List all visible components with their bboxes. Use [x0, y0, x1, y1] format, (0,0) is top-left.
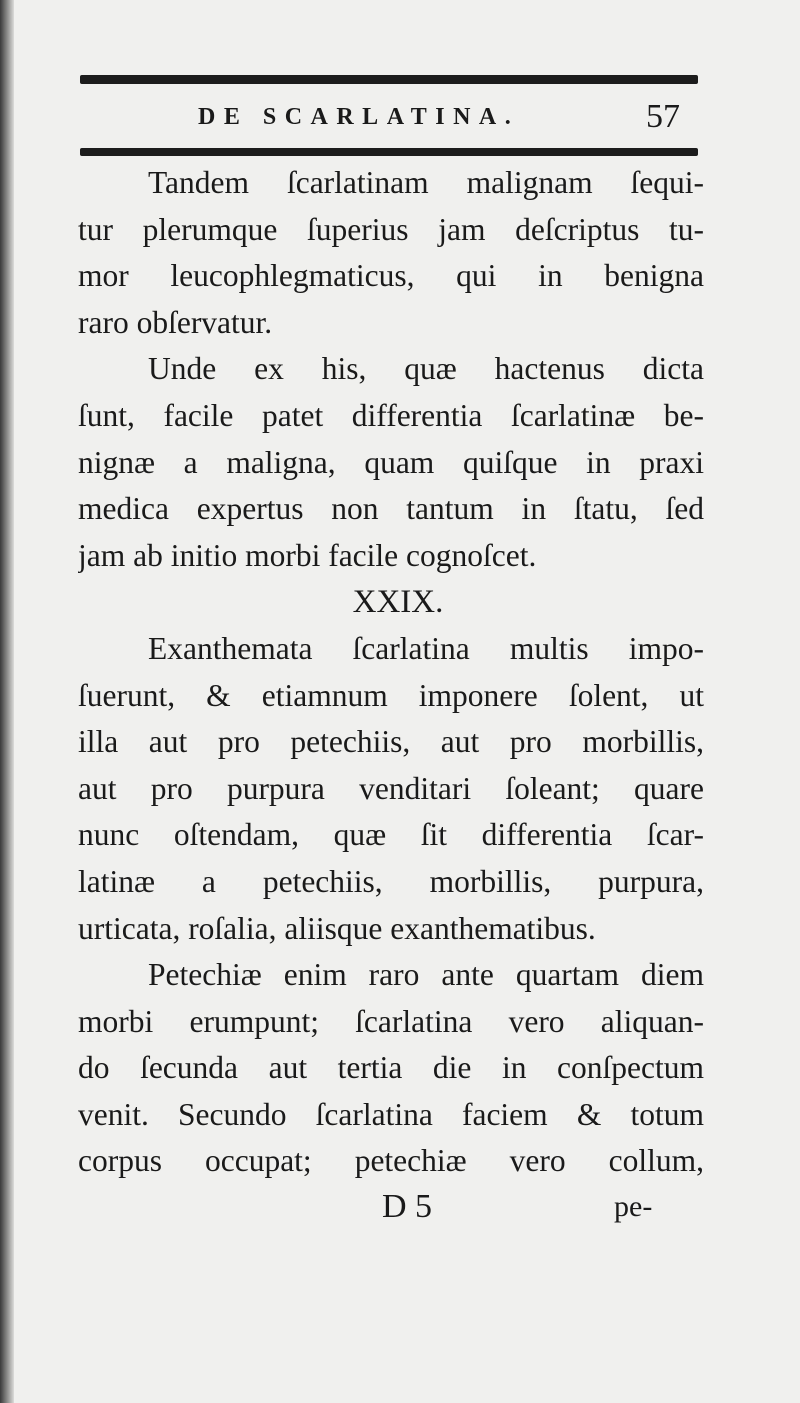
text-line: Exanthemata ſcarlatina multis impo-: [148, 630, 704, 666]
text-line: ſunt, facile patet differentia ſcarlatinæ be-: [78, 397, 704, 433]
running-title: DE SCARLATINA.: [198, 104, 520, 130]
signature-mark: D 5: [382, 1188, 433, 1225]
text-line: aut pro purpura venditari ſoleant; quare: [78, 770, 704, 806]
text-line: do ſecunda aut tertia die in conſpectum: [78, 1050, 704, 1086]
page-number: 57: [646, 98, 680, 135]
text-line: raro obſervatur.: [78, 304, 273, 340]
text-line: medica expertus non tantum in ſtatu, ſed: [78, 491, 704, 527]
text-line: urticata, roſalia, aliisque exanthematibus.: [78, 910, 596, 946]
text-line: morbi erumpunt; ſcarlatina vero aliquan-: [78, 1003, 704, 1039]
text-line: Tandem ſcarlatinam malignam ſequi-: [148, 165, 704, 200]
text-line: corpus occupat; petechiæ vero collum,: [78, 1143, 704, 1179]
text-line: illa aut pro petechiis, aut pro morbillis,: [78, 724, 704, 760]
header-rule-top: [80, 75, 698, 84]
text-line: venit. Secundo ſcarlatina faciem & totum: [78, 1096, 704, 1132]
text-line: nignæ a maligna, quam quiſque in praxi: [78, 444, 704, 480]
body-text: [78, 160, 704, 1185]
text-line: tur plerumque ſuperius jam deſcriptus tu-: [78, 211, 704, 247]
text-line: jam ab initio morbi facile cognoſcet.: [78, 537, 537, 573]
section-heading: XXIX.: [352, 584, 444, 621]
page-footer: [80, 1188, 698, 1238]
text-line: nunc oſtendam, quæ ſit differentia ſcar-: [78, 817, 704, 853]
header-rule-bottom: [80, 148, 698, 156]
catchword: pe-: [614, 1190, 653, 1223]
text-line: ſuerunt, & etiamnum imponere ſolent, ut: [78, 677, 704, 713]
text-line: mor leucophlegmaticus, qui in benigna: [78, 258, 704, 294]
running-head: [80, 100, 698, 140]
scan-edge-shadow: [0, 0, 14, 1403]
text-line: Petechiæ enim raro ante quartam diem: [148, 957, 704, 993]
text-line: latinæ a petechiis, morbillis, purpura,: [78, 863, 704, 899]
text-line: Unde ex his, quæ hactenus dicta: [148, 351, 704, 387]
